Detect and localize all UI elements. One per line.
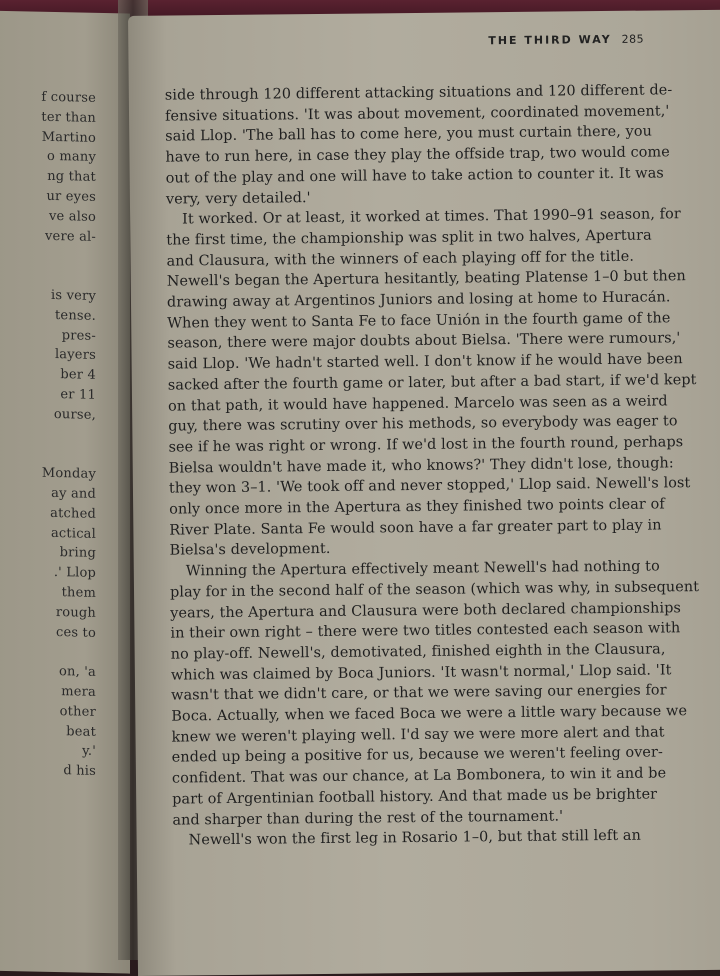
running-head-title: THE THIRD WAY [488, 32, 612, 48]
text-line: and sharper than during the rest of the tournament.' [172, 807, 564, 829]
body-text [164, 82, 700, 849]
text-line: Bielsa's development. [169, 541, 331, 559]
text-line: said Llop. 'We hadn't started well. I don't know if he would have been [167, 351, 683, 373]
left-page-fragment: Martino [41, 129, 96, 146]
left-page-fragment: o many [47, 149, 96, 166]
left-page-fragment: pres- [61, 327, 96, 344]
text-line: drawing away at Argentinos Juniors and losing at home to Huracán. [166, 289, 671, 311]
left-page-fragment: ces to [55, 624, 96, 641]
text-line: which was claimed by Boca Juniors. 'It wasn't normal,' Llop said. 'It [170, 661, 672, 684]
left-page [0, 10, 130, 973]
left-page-fragment: them [61, 585, 96, 601]
text-line: very, very detailed.' [165, 189, 311, 208]
right-page [128, 9, 720, 976]
left-page-fragment: tense. [55, 307, 96, 324]
text-line: season, there were major doubts about Bielsa. 'There were rumours,' [167, 330, 681, 352]
text-line: Boca. Actually, when we faced Boca we were a little wary because we [171, 703, 688, 725]
text-line: sacked after the fourth game or later, but after a bad start, if we'd kept [167, 371, 697, 394]
text-line: fensive situations. 'It was about movement, coordinated movement,' [164, 103, 670, 125]
left-page-fragment: .' Llop [53, 565, 96, 582]
text-line: part of Argentinian football history. And that made us be brighter [172, 786, 658, 808]
text-line: out of the play and one will have to take action to counter it. It was [165, 165, 664, 187]
text-line: side through 120 different attacking situations and 120 different de- [164, 82, 673, 104]
left-page-fragment: ng that [47, 169, 96, 186]
left-page-fragment: actical [50, 525, 96, 542]
text-line: on that path, it would have happened. Marcelo was seen as a weird [168, 392, 668, 415]
text-line: have to run here, in case they play the offside trap, two would come [165, 144, 670, 166]
left-page-fragment: Monday [41, 465, 96, 483]
left-page-fragment: ur eyes [46, 188, 96, 205]
text-line: guy, there was scrutiny over his methods, so everybody was eager to [168, 413, 678, 435]
left-page-fragment: on, 'a [59, 664, 96, 681]
text-line: in their own right – there were two titles contested each season with [170, 620, 681, 642]
left-page-fragment: er 11 [60, 387, 96, 403]
left-page-fragment: rough [55, 604, 96, 621]
left-page-fragment: other [59, 703, 96, 720]
left-page-fragment: f course [41, 89, 96, 106]
text-line: no play-off. Newell's, demotivated, finished eighth in the Clausura, [170, 641, 666, 663]
left-page-fragment: vere al- [45, 228, 96, 245]
left-page-fragment: is very [51, 287, 96, 304]
text-line: and Clausura, with the winners of each playing off for the title. [166, 248, 635, 270]
text-line: Newell's won the first leg in Rosario 1–0, but that still left an [188, 827, 641, 849]
left-page-fragment: ber 4 [60, 367, 96, 384]
left-page-text [0, 10, 130, 973]
text-line: see if he was right or wrong. If we'd lost in the fourth round, perhaps [168, 434, 684, 456]
text-line: confident. That was our chance, at La Bombonera, to win it and be [171, 765, 667, 787]
left-page-fragment: beat [66, 723, 96, 740]
text-line: only once more in the Apertura as they finished two points clear of [169, 496, 665, 518]
left-page-fragment: ve also [49, 208, 96, 225]
text-line: play for in the second half of the season (which was why, in subsequent [169, 578, 700, 601]
text-line: they won 3–1. 'We took off and never stopped,' Llop said. Newell's lost [168, 475, 691, 497]
text-line: ended up being a positive for us, because we weren't feeling over- [171, 744, 664, 766]
left-page-fragment: atched [50, 505, 96, 522]
left-page-fragment: mera [61, 684, 96, 700]
left-page-fragment: ay and [51, 485, 96, 502]
text-line: It worked. Or at least, it worked at times. That 1990–91 season, for [182, 206, 681, 228]
page-number: 285 [621, 32, 645, 46]
text-line: Bielsa wouldn't have made it, who knows?' They didn't lose, though: [168, 454, 674, 477]
text-line: Winning the Apertura effectively meant Newell's had nothing to [185, 558, 660, 580]
text-line: River Plate. Santa Fe would soon have a far greater part to play in [169, 517, 662, 539]
left-page-fragment: ter than [41, 109, 96, 126]
left-page-fragment: layers [54, 347, 96, 364]
running-head [488, 33, 644, 48]
text-line: Newell's began the Apertura hesitantly, beating Platense 1–0 but then [166, 268, 686, 290]
text-line: When they went to Santa Fe to face Unión in the fourth game of the [167, 310, 671, 332]
left-page-fragment: y.' [82, 743, 96, 760]
left-page-fragment: ourse, [53, 406, 96, 423]
text-line: the first time, the championship was split in two halves, Apertura [166, 227, 652, 249]
left-page-fragment: bring [59, 545, 96, 562]
text-line: said Llop. 'The ball has to come here, you must curtain there, you [165, 123, 653, 146]
text-line: knew we weren't playing well. I'd say we were more alert and that [171, 724, 665, 746]
text-line: wasn't that we didn't care, or that we were saving our energies for [171, 682, 667, 704]
left-page-fragment: d his [63, 763, 96, 780]
text-line: years, the Apertura and Clausura were both declared championships [170, 599, 682, 622]
